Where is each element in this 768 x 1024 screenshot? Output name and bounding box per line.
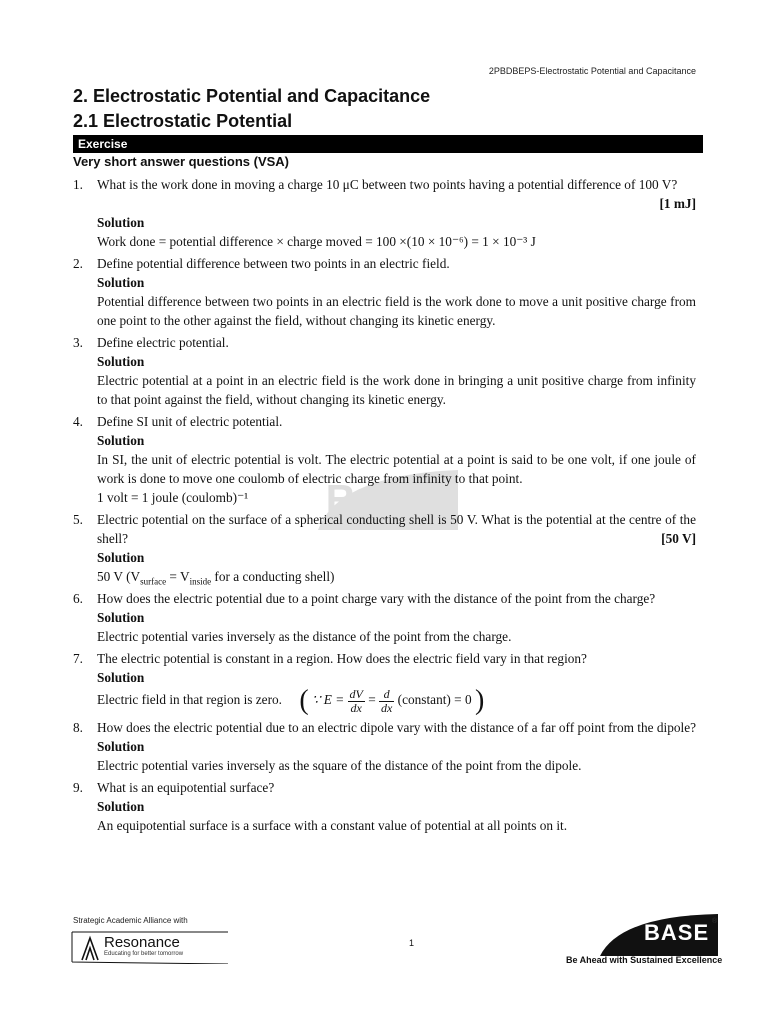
- question-item: [73, 333, 696, 409]
- question-item: [73, 778, 696, 835]
- base-tagline: Be Ahead with Sustained Excellence: [566, 955, 723, 965]
- close-paren: ): [474, 685, 485, 716]
- question-text: [97, 510, 696, 548]
- equation-rhs: (constant) = 0: [397, 692, 472, 708]
- subsection-title: Very short answer questions (VSA): [73, 154, 290, 169]
- exercise-label: Exercise: [78, 137, 128, 151]
- subscript-inside: inside: [189, 576, 212, 587]
- solution-text: [97, 687, 696, 715]
- answer-key: [50 V]: [661, 531, 696, 546]
- subscript-surface: surface: [140, 576, 167, 587]
- equals-sign: =: [368, 692, 376, 708]
- question-number: 3.: [73, 335, 83, 350]
- fraction-denominator: dx: [381, 700, 393, 715]
- solution-suffix: for a conducting shell): [211, 569, 335, 584]
- question-number: 5.: [73, 512, 83, 527]
- question-item: [73, 510, 696, 586]
- question-text: The electric potential is constant in a region. How does the electric field vary in that region?: [97, 651, 587, 666]
- watermark-text: BASE: [325, 476, 451, 523]
- solution-text: Potential difference between two points in an electric field is the work done to move a unit positive charge from one point to the other against the field, without changing its kinetic energy.: [97, 294, 696, 328]
- resonance-name: Resonance: [104, 934, 180, 951]
- solution-text: An equipotential surface is a surface with a constant value of potential at all points on it.: [97, 818, 568, 833]
- answer-key: [1 mJ]: [659, 196, 696, 211]
- question-number: 8.: [73, 720, 83, 735]
- question-number: 9.: [73, 780, 83, 795]
- question-text: Define SI unit of electric potential.: [97, 414, 283, 429]
- question-item: [73, 254, 696, 330]
- solution-body: Electric field in that region is zero.: [97, 692, 282, 708]
- question-item: [73, 412, 696, 507]
- running-header: 2PBDBEPS-Electrostatic Potential and Capacitance: [488, 66, 696, 76]
- question-text: Define potential difference between two points in an electric field.: [97, 256, 450, 271]
- solution-text: [97, 567, 696, 586]
- question-item: [73, 589, 696, 646]
- page-number: 1: [409, 938, 415, 948]
- resonance-tagline: Educating for better tomorrow: [104, 951, 184, 957]
- question-text: Define electric potential.: [97, 335, 229, 350]
- question-item: [73, 175, 696, 251]
- open-paren: (: [299, 685, 309, 716]
- solution-text: Work done = potential difference × charge moved = 100 ×(10 × 10⁻⁶) = 1 × 10⁻³ J: [97, 234, 536, 249]
- question-number: 6.: [73, 591, 83, 606]
- solution-label: Solution: [97, 275, 145, 290]
- fraction-numerator: d: [379, 688, 394, 702]
- base-logo-text: BASE: [644, 920, 710, 945]
- question-text: [97, 175, 696, 213]
- solution-label: Solution: [97, 354, 145, 369]
- solution-label: Solution: [97, 739, 145, 754]
- question-number: 7.: [73, 651, 83, 666]
- fraction-d-dx: [379, 688, 394, 715]
- question-number: 4.: [73, 414, 83, 429]
- question-number: 2.: [73, 256, 83, 271]
- question-body: What is the work done in moving a charge 10 μC between two points having a potential difference of 100 V?: [97, 177, 678, 192]
- solution-label: Solution: [97, 215, 145, 230]
- fraction-dv-dx: [348, 688, 365, 715]
- equation-lhs: ∵ E =: [311, 692, 345, 708]
- solution-mid: = V: [166, 569, 190, 584]
- solution-prefix: 50 V (V: [97, 569, 141, 584]
- question-text: How does the electric potential due to a point charge vary with the distance of the point from the charge?: [97, 591, 656, 606]
- question-item: [73, 649, 696, 715]
- question-text: What is an equipotential surface?: [97, 780, 275, 795]
- fraction-numerator: dV: [349, 686, 363, 701]
- question-number: 1.: [73, 177, 83, 192]
- solution-label: Solution: [97, 670, 145, 685]
- field-equation: [299, 687, 484, 715]
- chapter-title: 2. Electrostatic Potential and Capacitance: [73, 86, 431, 106]
- solution-text: Electric potential varies inversely as the square of the distance of the point from the dipole.: [97, 758, 582, 773]
- question-body: Electric potential on the surface of a spherical conducting shell is 50 V. What is the potential at the centre of the shell?: [97, 512, 696, 546]
- solution-label: Solution: [97, 550, 145, 565]
- solution-text: In SI, the unit of electric potential is volt. The electric potential at a point is said to be one volt, if one joule of work is done to move one coulomb of electric charge from infinity to that point.: [97, 452, 696, 486]
- solution-text: Electric potential varies inversely as the distance of the point from the charge.: [97, 629, 512, 644]
- question-item: [73, 718, 696, 775]
- solution-formula: 1 volt = 1 joule (coulomb)⁻¹: [97, 490, 249, 505]
- section-title: 2.1 Electrostatic Potential: [73, 111, 293, 131]
- question-text: How does the electric potential due to an electric dipole vary with the distance of a far off point from the dipole?: [97, 720, 697, 735]
- question-list: [73, 175, 696, 838]
- solution-label: Solution: [97, 433, 145, 448]
- fraction-denominator: dx: [350, 700, 362, 715]
- alliance-label: Strategic Academic Alliance with: [73, 916, 188, 925]
- solution-label: Solution: [97, 610, 145, 625]
- registered-mark: ®: [712, 918, 718, 925]
- solution-text: Electric potential at a point in an electric field is the work done in bringing a unit positive charge from infinity to that point against the field, without changing its kinetic energy.: [97, 373, 696, 407]
- exercise-bar: [73, 135, 703, 153]
- solution-label: Solution: [97, 799, 145, 814]
